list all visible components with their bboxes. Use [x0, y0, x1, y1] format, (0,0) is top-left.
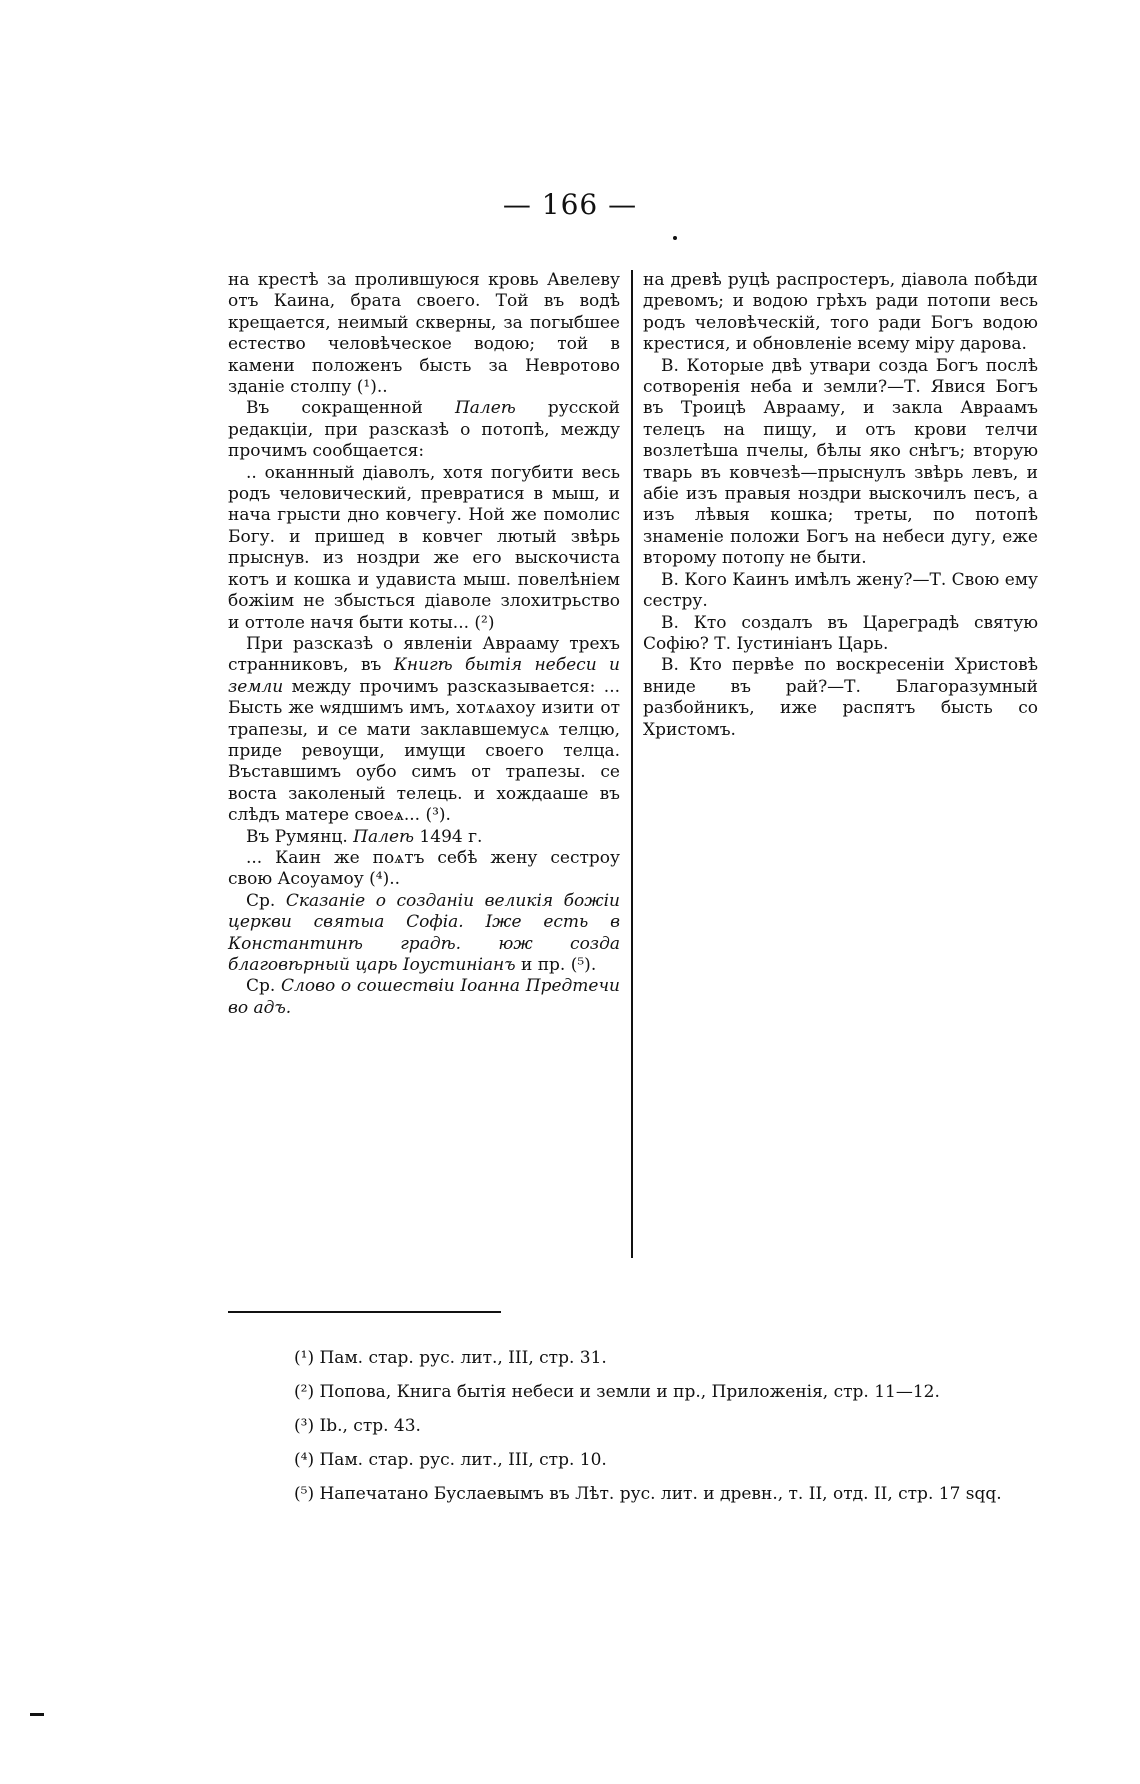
left-p2-text-a: Въ сокращенной: [246, 398, 455, 419]
right-question-3: В. Кто создалъ въ Цареградѣ святую Софію? Т. Іустиніанъ Царь.: [643, 612, 1038, 654]
left-p4-text-b: между прочимъ разсказывается: ... Бысть же ѡядшимъ имъ, хотѧахоу изити от трапезы, и се мати заклавшемусѧ телцю, приде ревоущи, имущи своего телца. Въставшимъ оубо симъ от трапезы. се воста заколеный телець. и хождааше въ слѣдъ матере своеѧ... (³).: [228, 676, 620, 826]
left-paragraph-1: на крестѣ за пролившуюся кровь Авелеву отъ Каина, брата своего. Той въ водѣ крещается, неимый скверны, за погыбшее естество человѣческое водою; той в камени положенъ бысть за Невротово зданіе столпу (¹)..: [228, 270, 620, 398]
left-p7-text-a: Ср.: [246, 890, 286, 911]
left-paragraph-4: [228, 634, 620, 827]
left-p8-title: Слово о сошествіи Іоанна Предтечи во адъ.: [228, 976, 620, 1018]
left-paragraph-5: [228, 827, 620, 848]
left-paragraph-8: [228, 976, 620, 1019]
left-paragraph-2: [228, 398, 620, 462]
footnotes: [228, 1346, 1038, 1516]
left-paragraph-7: [228, 891, 620, 977]
right-column: [643, 270, 1038, 741]
footnote-1: (¹) Пам. стар. рус. лит., III, стр. 31.: [294, 1348, 607, 1368]
left-paragraph-6: ... Каин же поѧтъ себѣ жену сестроу свою Асоуамоу (⁴)..: [228, 847, 620, 890]
footnote-2: (²) Попова, Книга бытія небеси и земли и пр., Приложенія, стр. 11—12.: [294, 1382, 940, 1402]
left-p2-text-b: русской редакціи, при разсказѣ о потопѣ, между прочимъ сообщается:: [228, 398, 621, 462]
left-column: [228, 270, 620, 1019]
print-dot: [673, 236, 677, 240]
right-question-2: В. Кого Каинъ имѣлъ жену?—Т. Свою ему сестру.: [643, 569, 1038, 612]
footnote-3: (³) Ib., стр. 43.: [294, 1416, 421, 1436]
right-question-1: В. Которые двѣ утвари созда Богъ послѣ сотворенія неба и земли?—Т. Явися Богъ въ Троицѣ Аврааму, и закла Авраамъ телецъ на пищу, и отъ крови телчи возлетѣша пчелы, бѣлы яко снѣгъ; вторую тварь въ ковчезѣ—прыснулъ звѣрь левъ, и абіе изъ правыя ноздри выскочилъ песъ, а изъ лѣвыя кошка; треты, по потопѣ знаменіе положи Богъ на небеси дугу, еже второму потопу не быти.: [643, 355, 1038, 569]
right-question-4: В. Кто первѣе по воскресеніи Христовѣ вниде въ рай?—Т. Благоразумный разбойникъ, иже распятъ бысть со Христомъ.: [643, 655, 1038, 740]
left-p2-palea: Палеѣ: [454, 398, 516, 419]
footnote-5: (⁵) Напечатано Буслаевымъ въ Лѣт. рус. лит. и древн., т. II, отд. II, стр. 17 sqq.: [294, 1484, 1002, 1504]
left-p8-text-a: Ср.: [246, 976, 282, 997]
left-p5-text-b: 1494 г.: [414, 826, 483, 847]
right-paragraph-1: на древѣ руцѣ распростеръ, діавола побѣди древомъ; и водою грѣхъ ради потопи весь родъ человѣческій, того ради Богъ водою крестися, и обновленіе всему міру дарова.: [643, 270, 1038, 355]
left-p7-text-b: и пр. (⁵).: [515, 955, 597, 975]
footnote-4: (⁴) Пам. стар. рус. лит., III, стр. 10.: [294, 1450, 607, 1470]
column-divider: [631, 270, 633, 1258]
page-number: — 166 —: [502, 188, 638, 221]
footnote-divider: [228, 1311, 501, 1313]
left-p5-palea: Палеѣ: [353, 826, 415, 847]
left-p4-text-a: При разсказѣ о явленіи Аврааму трехъ странниковъ, въ: [228, 633, 620, 676]
left-p5-text-a: Въ Румянц.: [246, 826, 354, 847]
left-paragraph-3-quote: .. оканнный діаволъ, хотя погубити весь родъ человический, превратися в мыш, и нача грысти дно ковчегу. Ной же помолис Богу. и пришед в ковчег лютый звѣрь прыснув. из ноздри же его выскочиста котъ и кошка и удависта мыш. повелѣніем божіим не збысться діаволе злохитрьство и оттоле начя быти коты... (²): [228, 462, 620, 633]
left-p7-title: Сказаніе о созданіи великія божіи церкви святыа Софіа. Іже есть в Константинѣ градѣ. юж созда благовѣрный царь Іоустиніанъ: [228, 890, 620, 975]
margin-mark: [30, 1713, 44, 1716]
left-p4-book-title: Книгѣ бытія небеси и земли: [228, 655, 620, 697]
